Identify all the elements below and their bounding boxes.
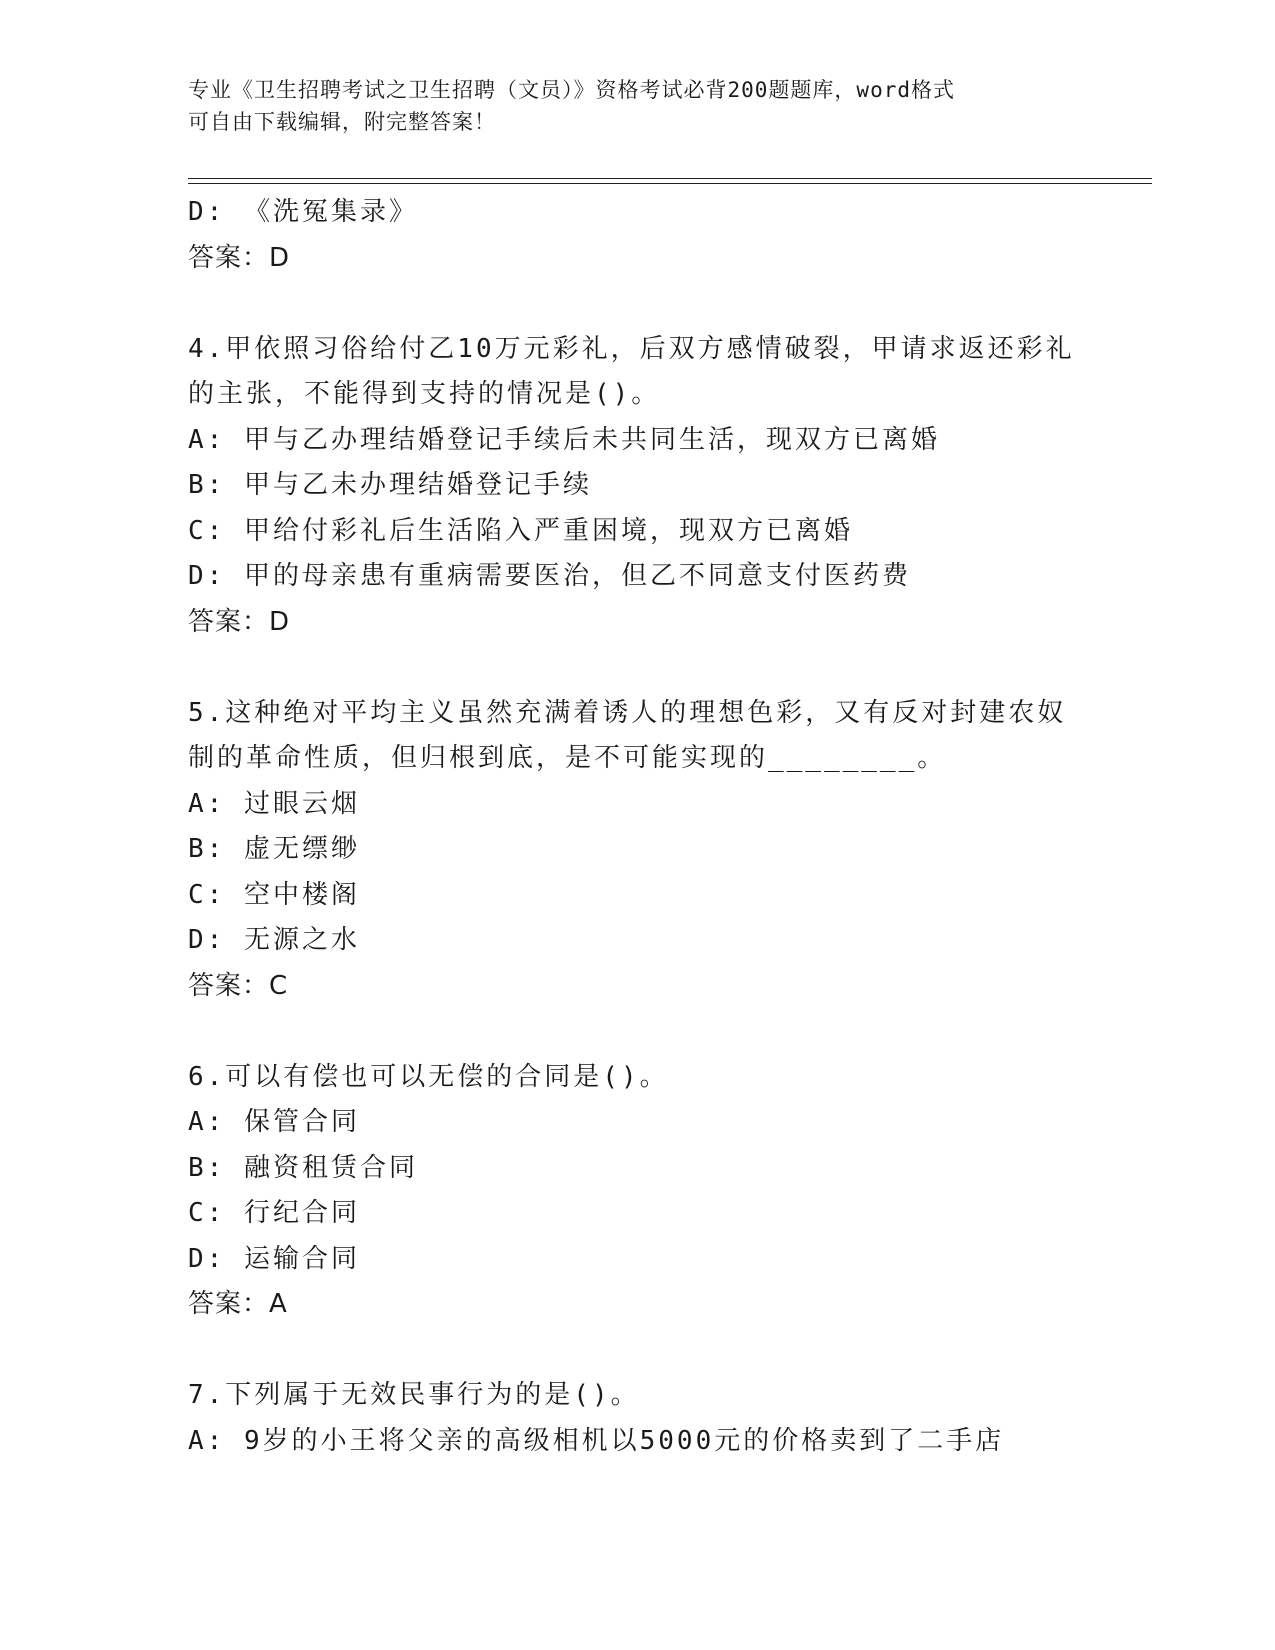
option-c: C: 行纪合同 bbox=[188, 1198, 360, 1228]
spacer bbox=[188, 1009, 1088, 1055]
header-title-line-2: 可自由下载编辑，附完整答案！ bbox=[188, 110, 496, 134]
option-a: A: 保管合同 bbox=[188, 1107, 360, 1137]
question-4 bbox=[188, 327, 1088, 646]
question-stem: 7.下列属于无效民事行为的是()。 bbox=[188, 1380, 640, 1410]
question-7 bbox=[188, 1373, 1088, 1464]
option-a: A: 甲与乙办理结婚登记手续后未共同生活，现双方已离婚 bbox=[188, 424, 940, 455]
question-3-tail bbox=[188, 190, 1088, 281]
question-stem: 6.可以有偿也可以无偿的合同是()。 bbox=[188, 1061, 669, 1092]
option-b: B: 融资租赁合同 bbox=[188, 1152, 418, 1183]
question-stem: 4.甲依照习俗给付乙10万元彩礼，后双方感情破裂，甲请求返还彩礼 bbox=[188, 333, 1075, 364]
question-stem: 的主张，不能得到支持的情况是()。 bbox=[188, 379, 661, 409]
option-d: D: 运输合同 bbox=[188, 1243, 360, 1274]
header-title-line-1: 专业《卫生招聘考试之卫生招聘（文员）》资格考试必背200题题库，word格式 bbox=[188, 78, 955, 102]
option-b: B: 甲与乙未办理结婚登记手续 bbox=[188, 470, 592, 500]
option-b: B: 虚无缥缈 bbox=[188, 834, 360, 864]
spacer bbox=[188, 645, 1088, 691]
option-d: D: 《洗冤集录》 bbox=[188, 197, 418, 227]
option-c: C: 甲给付彩礼后生活陷入严重困境，现双方已离婚 bbox=[188, 515, 853, 546]
question-5 bbox=[188, 691, 1088, 1010]
question-list bbox=[188, 190, 1088, 1464]
option-c: C: 空中楼阁 bbox=[188, 879, 360, 910]
answer: 答案：D bbox=[188, 242, 291, 273]
header-divider-bottom bbox=[188, 183, 1152, 184]
spacer bbox=[188, 1328, 1088, 1374]
option-d: D: 无源之水 bbox=[188, 925, 360, 955]
option-d: D: 甲的母亲患有重病需要医治，但乙不同意支付医药费 bbox=[188, 561, 911, 591]
spacer bbox=[188, 281, 1088, 327]
answer: 答案：D bbox=[188, 606, 291, 637]
question-stem: 制的革命性质，但归根到底，是不可能实现的________。 bbox=[188, 743, 947, 773]
option-a: A: 过眼云烟 bbox=[188, 788, 360, 819]
answer: 答案：C bbox=[188, 970, 289, 1001]
option-a: A: 9岁的小王将父亲的高级相机以5000元的价格卖到了二手店 bbox=[188, 1425, 1005, 1456]
document-header bbox=[188, 74, 1088, 138]
header-divider-top bbox=[188, 178, 1152, 179]
answer: 答案：A bbox=[188, 1289, 288, 1319]
question-stem: 5.这种绝对平均主义虽然充满着诱人的理想色彩，又有反对封建农奴 bbox=[188, 697, 1067, 728]
question-6 bbox=[188, 1055, 1088, 1328]
